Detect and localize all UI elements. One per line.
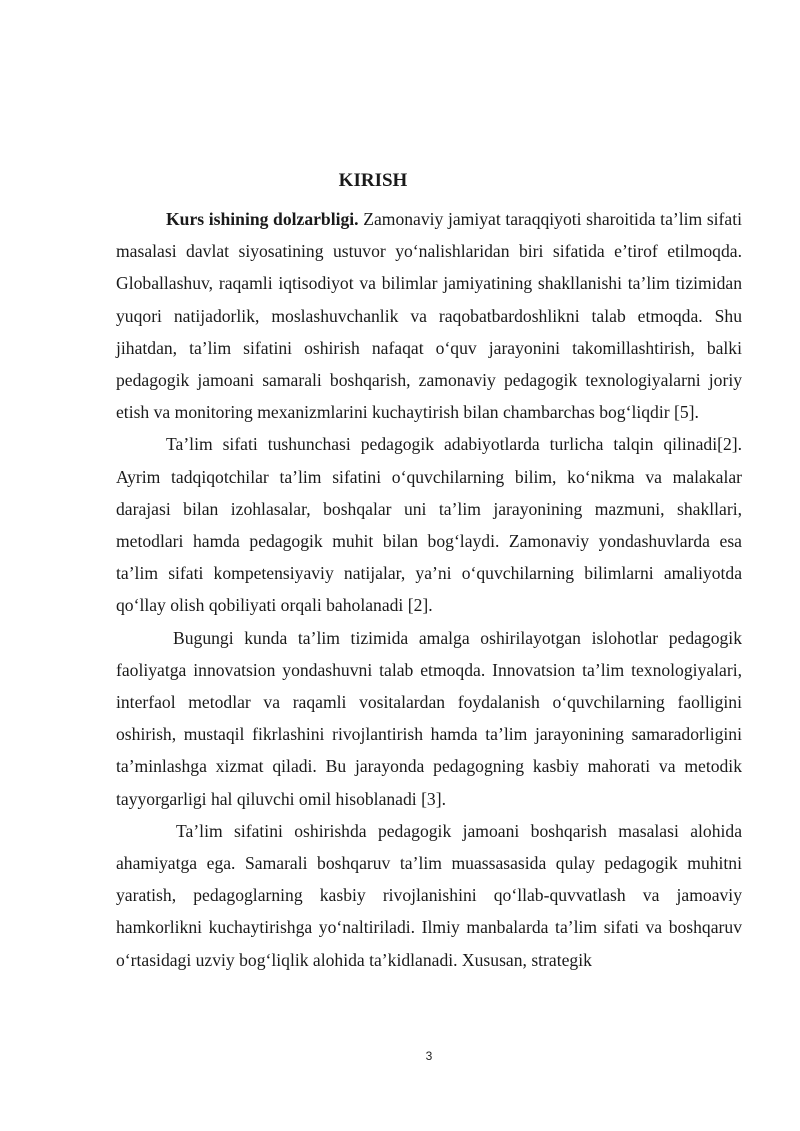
body-text [116,203,742,976]
paragraph-management: Ta’lim sifatini oshirishda pedagogik jamoani boshqarish masalasi alohida ahamiyatga ega. Samarali boshqaruv ta’lim muassasasida qulay pedagogik muhitni yaratish, pedagoglarning kasbiy rivojlanishini qo‘llab-quvvatlash va jamoaviy hamkorlikni kuchaytirishga yo‘naltiriladi. Ilmiy manbalarda ta’lim sifati va boshqaruv o‘rtasidagi uzviy bog‘liqlik alohida ta’kidlanadi. Xususan, strategik [116,820,742,970]
paragraph-relevance [116,203,742,428]
paragraph-quality-concept: Ta’lim sifati tushunchasi pedagogik adabiyotlarda turlicha talqin qilinadi[2]. Ayrim tadqiqotchilar ta’lim sifatini o‘quvchilarning bilim, ko‘nikma va malakalar darajasi bilan izohlasalar, boshqalar uni ta’lim jarayonining mazmuni, shakllari, metodlari hamda pedagogik muhit bilan bog‘laydi. Zamonaviy yondashuvlarda esa ta’lim sifati kompetensiyaviy natijalar, ya’ni o‘quvchilarning bilimlarni amaliyotda qo‘llay olish qobiliyati orqali baholanadi [2]. [116,434,742,616]
paragraph-reforms: Bugungi kunda ta’lim tizimida amalga oshirilayotgan islohotlar pedagogik faoliyatga innovatsion yondashuvni talab etmoqda. Innovatsion ta’lim texnologiyalari, interfaol metodlar va raqamli vositalardan foydalanish o‘quvchilarning faolligini oshirish, mustaqil fikrlashini rivojlantirish hamda ta’lim jarayonining samaradorligini ta’minlashga xizmat qiladi. Bu jarayonda pedagogning kasbiy mahorati va metodik tayyorgarligi hal qiluvchi omil hisoblanadi [3]. [116,627,742,809]
paragraph-lead: Kurs ishining dolzarbligi. [166,209,359,229]
page-number: 3 [425,1049,433,1063]
section-heading: KIRISH [338,170,408,191]
paragraph-text: Zamonaviy jamiyat taraqqiyoti sharoitida ta’lim sifati masalasi davlat siyosatining ustuvor yo‘nalishlaridan biri sifatida e’tirof etilmoqda. Globallashuv, raqamli iqtisodiyot va bilimlar jamiyatining shakllanishi ta’lim tizimidan yuqori natijadorlik, moslashuvchanlik va raqobatbardoshlikni talab etmoqda. Shu jihatdan, ta’lim sifatini oshirish nafaqat o‘quv jarayonini takomillashtirish, balki pedagogik jamoani samarali boshqarish, zamonaviy pedagogik texnologiyalarni joriy etish va monitoring mexanizmlarini kuchaytirish bilan chambarchas bog‘liqdir [5]. [116,209,742,423]
